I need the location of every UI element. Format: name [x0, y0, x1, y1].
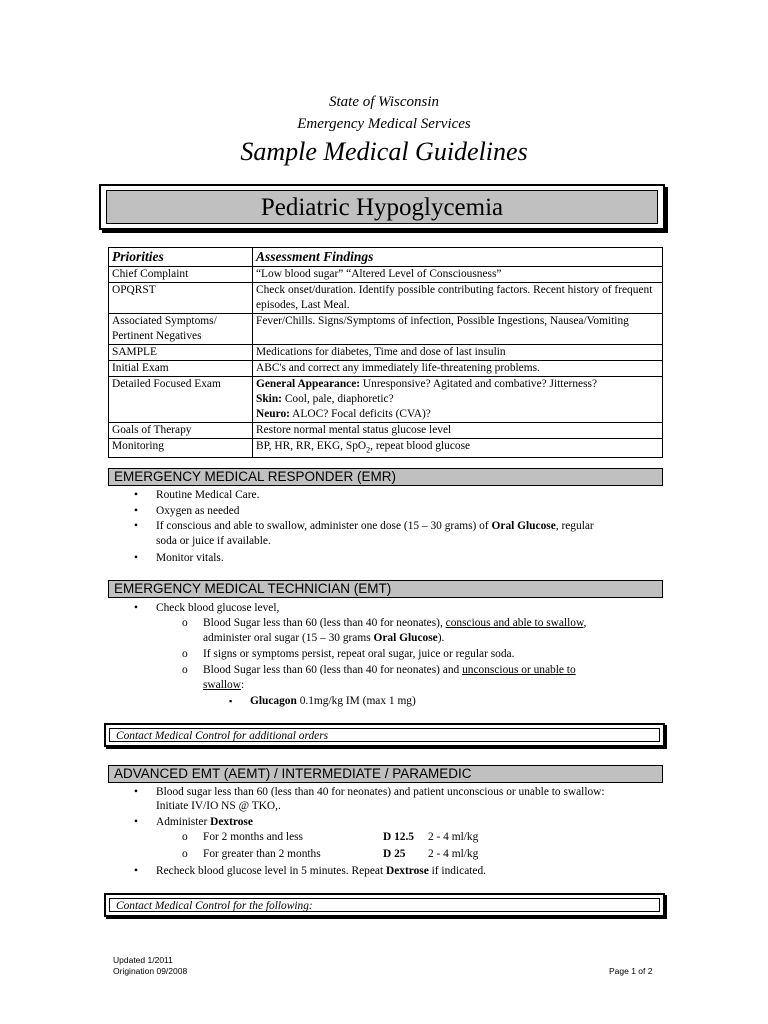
- finding-cell: Fever/Chills. Signs/Symptoms of infection, Possible Ingestions, Nausea/Vomiting: [253, 314, 663, 345]
- dose-row-drug: D 12.5: [383, 831, 415, 843]
- neuro-label: Neuro:: [256, 408, 290, 420]
- emr-item-monitor-vitals: Monitor vitals.: [156, 552, 224, 564]
- subscript-2: 2: [366, 445, 371, 455]
- monitoring-text-tail: , repeat blood glucose: [370, 440, 471, 452]
- emt-item-check-glucose: Check blood glucose level,: [156, 602, 280, 614]
- emt-sub-unconscious: [203, 663, 576, 677]
- footer-origination: Origination 09/2008: [113, 966, 188, 976]
- bullet-icon: •: [134, 602, 138, 614]
- emt-text: Blood Sugar less than 60 (less than 40 for neonates),: [203, 617, 446, 629]
- emt-sub-repeat-sugar: If signs or symptoms persist, repeat oral sugar, juice or regular soda.: [203, 648, 515, 660]
- priority-cell: SAMPLE: [109, 345, 253, 361]
- bullet-icon: •: [134, 520, 138, 532]
- emt-sub-conscious: [203, 616, 586, 630]
- emt-section-heading: EMERGENCY MEDICAL TECHNICIAN (EMT): [108, 580, 663, 598]
- emr-item-routine-care: Routine Medical Care.: [156, 489, 260, 501]
- table-row: [109, 361, 663, 377]
- priority-cell: Associated Symptoms/ Pertinent Negatives: [109, 314, 253, 345]
- table-row: [109, 283, 663, 314]
- finding-cell-monitoring: [253, 439, 663, 458]
- assessment-table: [108, 247, 663, 458]
- table-row: [109, 345, 663, 361]
- emt-underlined-text: conscious and able to swallow: [445, 617, 584, 629]
- circle-bullet-icon: o: [182, 648, 188, 660]
- priority-cell: Detailed Focused Exam: [109, 377, 253, 423]
- circle-bullet-icon: o: [182, 617, 188, 629]
- oral-glucose-label: Oral Glucose: [491, 520, 556, 532]
- glucagon-label: Glucagon: [250, 695, 297, 707]
- agency-heading: Emergency Medical Services: [297, 116, 471, 132]
- emt-text: administer oral sugar (15 – 30 grams: [203, 632, 374, 644]
- dose-row-amount: 2 - 4 ml/kg: [428, 848, 479, 860]
- aemt-item-recheck: [156, 864, 486, 878]
- neuro-text: ALOC? Focal deficits (CVA)?: [289, 408, 431, 420]
- table-row: [109, 267, 663, 283]
- emt-sub-conscious-line2: [203, 631, 444, 645]
- document-title: Sample Medical Guidelines: [240, 137, 528, 166]
- skin-text: Cool, pale, diaphoretic?: [281, 393, 394, 405]
- finding-cell: Medications for diabetes, Time and dose of last insulin: [253, 345, 663, 361]
- dose-row-amount: 2 - 4 ml/kg: [428, 831, 479, 843]
- finding-cell: Restore normal mental status glucose level: [253, 423, 663, 439]
- state-heading: State of Wisconsin: [329, 94, 439, 110]
- priority-cell: OPQRST: [109, 283, 253, 314]
- square-bullet-icon: ▪: [229, 696, 233, 706]
- emt-glucagon-item: [250, 694, 416, 708]
- table-row: [109, 439, 663, 458]
- bullet-icon: •: [134, 865, 138, 877]
- table-row: [109, 423, 663, 439]
- bullet-icon: •: [134, 816, 138, 828]
- protocol-title-box: [99, 184, 665, 230]
- aemt-item-dextrose: [156, 815, 253, 829]
- circle-bullet-icon: o: [182, 831, 188, 843]
- emr-item-oxygen: Oxygen as needed: [156, 505, 240, 517]
- circle-bullet-icon: o: [182, 664, 188, 676]
- bullet-icon: •: [134, 489, 138, 501]
- dextrose-label: Dextrose: [385, 865, 429, 877]
- priority-cell: Chief Complaint: [109, 267, 253, 283]
- general-appearance-label: General Appearance:: [256, 378, 361, 390]
- aemt-text: Administer: [156, 816, 211, 828]
- protocol-title: Pediatric Hypoglycemia: [106, 190, 658, 224]
- priority-cell: Monitoring: [109, 439, 253, 458]
- aemt-contact-box: [104, 893, 665, 917]
- emt-sub-unconscious-line2: [203, 678, 244, 692]
- emt-contact-box: [104, 723, 665, 747]
- emr-text: , regular: [555, 520, 594, 532]
- emt-text: Blood Sugar less than 60 (less than 40 for neonates) and: [203, 664, 463, 676]
- emr-item-oral-glucose-line2: soda or juice if available.: [156, 535, 271, 547]
- finding-cell: Check onset/duration. Identify possible contributing factors. Recent history of frequent episodes, Last Meal.: [253, 283, 663, 314]
- aemt-section-heading: ADVANCED EMT (AEMT) / INTERMEDIATE / PARAMEDIC: [108, 765, 663, 783]
- finding-cell: ABC's and correct any immediately life-threatening problems.: [253, 361, 663, 377]
- table-row: [109, 377, 663, 423]
- general-appearance-text: Unresponsive? Agitated and combative? Jitterness?: [360, 378, 597, 390]
- aemt-contact-note: Contact Medical Control for the following:: [109, 898, 660, 912]
- finding-cell-detailed-exam: [253, 377, 663, 423]
- priority-cell: Goals of Therapy: [109, 423, 253, 439]
- dextrose-label: Dextrose: [210, 816, 253, 828]
- skin-label: Skin:: [256, 393, 282, 405]
- oral-glucose-label: Oral Glucose: [373, 632, 438, 644]
- aemt-item-iv: Blood sugar less than 60 (less than 40 for neonates) and patient unconscious or unable to swallow:: [156, 786, 605, 798]
- emr-text: If conscious and able to swallow, administer one dose (15 – 30 grams) of: [156, 520, 492, 532]
- emt-text: :: [240, 679, 245, 691]
- dose-row-label: For 2 months and less: [203, 831, 303, 843]
- table-row: [109, 314, 663, 345]
- aemt-item-iv-line2: Initiate IV/IO NS @ TKO,.: [156, 800, 281, 812]
- emt-underlined-text: unconscious or unable to: [462, 664, 576, 676]
- column-header-priorities: Priorities: [109, 248, 253, 267]
- emr-item-oral-glucose: [156, 519, 594, 533]
- emt-text: ,: [583, 617, 587, 629]
- emt-contact-note: Contact Medical Control for additional orders: [109, 728, 660, 742]
- emr-section-heading: EMERGENCY MEDICAL RESPONDER (EMR): [108, 468, 663, 486]
- emt-text: ).: [437, 632, 445, 644]
- table-header-row: [109, 248, 663, 267]
- aemt-text: if indicated.: [428, 865, 487, 877]
- glucagon-dose: 0.1mg/kg IM (max 1 mg): [296, 695, 416, 707]
- circle-bullet-icon: o: [182, 848, 188, 860]
- finding-cell: “Low blood sugar” “Altered Level of Consciousness”: [253, 267, 663, 283]
- bullet-icon: •: [134, 786, 138, 798]
- bullet-icon: •: [134, 552, 138, 564]
- column-header-findings: Assessment Findings: [253, 248, 663, 267]
- priority-cell: Initial Exam: [109, 361, 253, 377]
- aemt-text: Recheck blood glucose level in 5 minutes. Repeat: [156, 865, 386, 877]
- monitoring-text: BP, HR, RR, EKG, SpO: [256, 440, 367, 452]
- footer-updated: Updated 1/2011: [113, 955, 173, 965]
- footer-page-number: Page 1 of 2: [609, 966, 653, 976]
- dose-row-label: For greater than 2 months: [203, 848, 321, 860]
- dose-row-drug: D 25: [383, 848, 406, 860]
- emt-underlined-text: swallow: [203, 679, 241, 691]
- bullet-icon: •: [134, 505, 138, 517]
